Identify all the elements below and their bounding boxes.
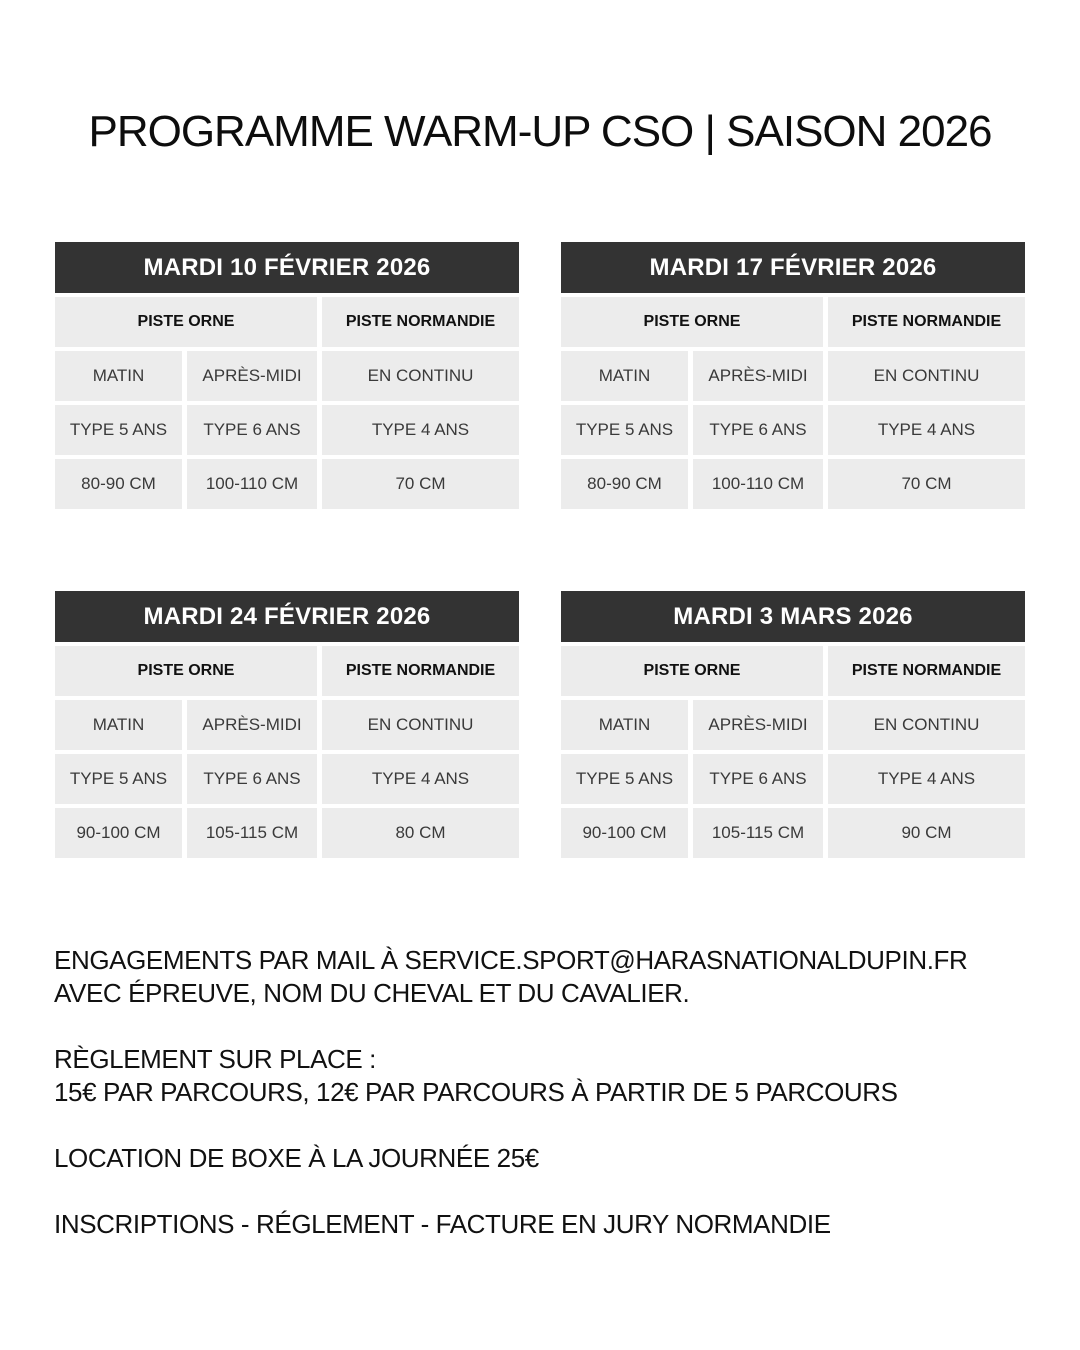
- slot-continuous: EN CONTINU: [322, 351, 519, 401]
- box-rental-line: LOCATION DE BOXE À LA JOURNÉE 25€: [54, 1143, 539, 1173]
- schedule-date: MARDI 17 FÉVRIER 2026: [561, 242, 1025, 293]
- height-cell: 80-90 CM: [55, 459, 182, 509]
- inscriptions-paragraph: [54, 1208, 1054, 1241]
- piste-normandie-header: PISTE NORMANDIE: [828, 646, 1025, 696]
- schedule-date: MARDI 3 MARS 2026: [561, 591, 1025, 642]
- engagements-line: ENGAGEMENTS PAR MAIL À SERVICE.SPORT@HARASNATIONALDUPIN.FR: [54, 945, 968, 975]
- type-cell: TYPE 4 ANS: [322, 405, 519, 455]
- engagements-paragraph: [54, 944, 1054, 1010]
- pricing-line: 15€ PAR PARCOURS, 12€ PAR PARCOURS À PARTIR DE 5 PARCOURS: [54, 1077, 898, 1107]
- piste-orne-header: PISTE ORNE: [55, 646, 317, 696]
- type-cell: TYPE 5 ANS: [55, 405, 182, 455]
- height-cell: 105-115 CM: [693, 808, 823, 858]
- height-cell: 90-100 CM: [55, 808, 182, 858]
- piste-orne-header: PISTE ORNE: [55, 297, 317, 347]
- piste-orne-header: PISTE ORNE: [561, 297, 823, 347]
- slot-afternoon: APRÈS-MIDI: [187, 351, 317, 401]
- schedule-table: [561, 591, 1025, 858]
- reglement-line: RÈGLEMENT SUR PLACE :: [54, 1044, 376, 1074]
- inscriptions-line: INSCRIPTIONS - RÉGLEMENT - FACTURE EN JURY NORMANDIE: [54, 1209, 831, 1239]
- type-cell: TYPE 4 ANS: [322, 754, 519, 804]
- slot-morning: MATIN: [561, 351, 688, 401]
- piste-normandie-header: PISTE NORMANDIE: [322, 297, 519, 347]
- engagements-line: AVEC ÉPREUVE, NOM DU CHEVAL ET DU CAVALIER.: [54, 978, 690, 1008]
- schedule-table: [561, 242, 1025, 509]
- schedule-table: [55, 242, 519, 509]
- slot-continuous: EN CONTINU: [322, 700, 519, 750]
- slot-morning: MATIN: [55, 700, 182, 750]
- height-cell: 90-100 CM: [561, 808, 688, 858]
- type-cell: TYPE 6 ANS: [693, 754, 823, 804]
- type-cell: TYPE 5 ANS: [55, 754, 182, 804]
- piste-normandie-header: PISTE NORMANDIE: [828, 297, 1025, 347]
- piste-orne-header: PISTE ORNE: [561, 646, 823, 696]
- slot-continuous: EN CONTINU: [828, 351, 1025, 401]
- schedule-date: MARDI 10 FÉVRIER 2026: [55, 242, 519, 293]
- type-cell: TYPE 5 ANS: [561, 754, 688, 804]
- slot-afternoon: APRÈS-MIDI: [693, 351, 823, 401]
- slot-continuous: EN CONTINU: [828, 700, 1025, 750]
- height-cell: 70 CM: [322, 459, 519, 509]
- info-section: [54, 944, 1054, 1274]
- height-cell: 80-90 CM: [561, 459, 688, 509]
- height-cell: 100-110 CM: [693, 459, 823, 509]
- schedule-date: MARDI 24 FÉVRIER 2026: [55, 591, 519, 642]
- schedule-table: [55, 591, 519, 858]
- height-cell: 100-110 CM: [187, 459, 317, 509]
- type-cell: TYPE 6 ANS: [693, 405, 823, 455]
- type-cell: TYPE 6 ANS: [187, 754, 317, 804]
- type-cell: TYPE 6 ANS: [187, 405, 317, 455]
- height-cell: 70 CM: [828, 459, 1025, 509]
- location-paragraph: [54, 1142, 1054, 1175]
- height-cell: 105-115 CM: [187, 808, 317, 858]
- type-cell: TYPE 5 ANS: [561, 405, 688, 455]
- reglement-paragraph: [54, 1043, 1054, 1109]
- type-cell: TYPE 4 ANS: [828, 754, 1025, 804]
- slot-morning: MATIN: [561, 700, 688, 750]
- height-cell: 80 CM: [322, 808, 519, 858]
- slot-afternoon: APRÈS-MIDI: [693, 700, 823, 750]
- slot-afternoon: APRÈS-MIDI: [187, 700, 317, 750]
- height-cell: 90 CM: [828, 808, 1025, 858]
- piste-normandie-header: PISTE NORMANDIE: [322, 646, 519, 696]
- slot-morning: MATIN: [55, 351, 182, 401]
- page-title: PROGRAMME WARM-UP CSO | SAISON 2026: [88, 107, 992, 156]
- type-cell: TYPE 4 ANS: [828, 405, 1025, 455]
